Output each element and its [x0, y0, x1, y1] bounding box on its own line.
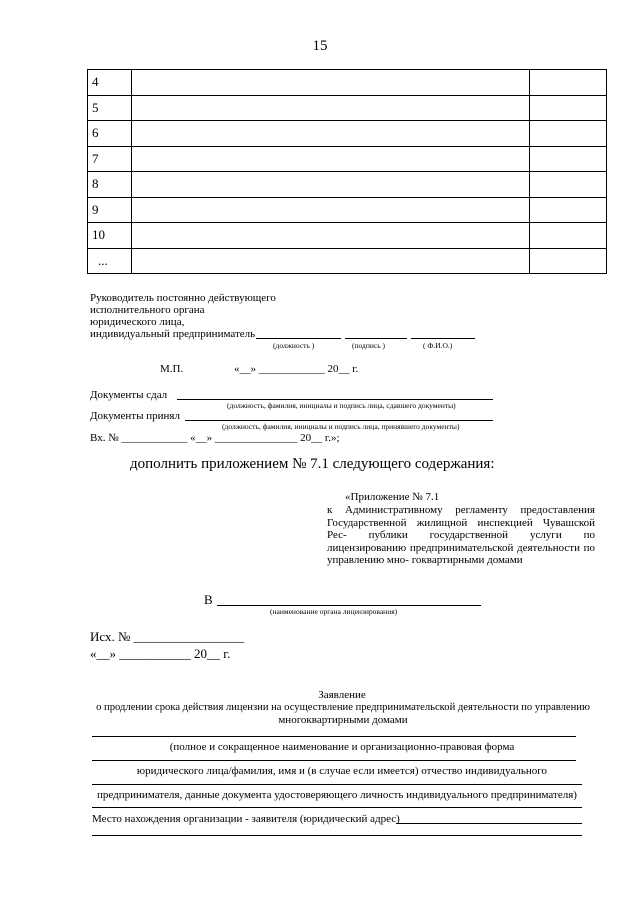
- documents-received-line: [185, 420, 493, 421]
- signature-line-4: индивидуальный предприниматель: [90, 328, 256, 340]
- documents-received-label: Документы принял: [90, 410, 180, 422]
- addressee-line: [217, 605, 481, 606]
- location-label: Место нахождения организации - заявителя (юридический адрес): [92, 813, 400, 825]
- incoming-number: Вх. № ____________ «__» _______________ 20__ г.»;: [90, 432, 340, 444]
- addressee-prefix: В: [204, 592, 213, 607]
- row-content-cell: [132, 248, 530, 274]
- signature-line: [345, 338, 407, 339]
- row-content-cell: [132, 172, 530, 198]
- row-content-cell: [132, 121, 530, 147]
- stamp-date: «__» ____________ 20__ г.: [234, 363, 359, 375]
- org-name-line-4: [92, 807, 582, 808]
- stamp-mark: М.П.: [160, 363, 184, 375]
- location-line: [396, 823, 582, 824]
- row-content-cell: [132, 146, 530, 172]
- table-row: [88, 121, 607, 147]
- signature-line-3: юридического лица,: [90, 316, 185, 328]
- name-line: [411, 338, 475, 339]
- position-caption: (должность ): [273, 341, 315, 350]
- documents-handed-line: [177, 399, 493, 400]
- table-row: [88, 95, 607, 121]
- row-extra-cell: [530, 248, 607, 274]
- row-content-cell: [132, 223, 530, 249]
- row-extra-cell: [530, 70, 607, 96]
- position-line: [256, 338, 341, 339]
- row-number: 8: [88, 172, 132, 198]
- appendix-title: «Приложение № 7.1: [345, 491, 440, 503]
- statement-subtitle-2: многоквартирными домами: [278, 714, 408, 726]
- row-number: 6: [88, 121, 132, 147]
- table-row: [88, 197, 607, 223]
- row-number: 10: [88, 223, 132, 249]
- org-name-line-3: [92, 784, 582, 785]
- documents-received-caption: (должность, фамилия, инициалы и подпись лица, принявшего документы): [222, 422, 460, 431]
- org-name-line-1: [92, 736, 576, 737]
- row-extra-cell: [530, 223, 607, 249]
- row-extra-cell: [530, 146, 607, 172]
- row-number: 4: [88, 70, 132, 96]
- row-content-cell: [132, 95, 530, 121]
- row-number: 7: [88, 146, 132, 172]
- row-number: ...: [88, 248, 132, 274]
- table-row: [88, 146, 607, 172]
- row-extra-cell: [530, 172, 607, 198]
- name-caption: ( Ф.И.О.): [423, 341, 453, 350]
- addressee-caption: (наименование органа лицензирования): [270, 607, 398, 616]
- table-row: [88, 223, 607, 249]
- documents-handed-label: Документы сдал: [90, 389, 168, 401]
- statement-subtitle-1: о продлении срока действия лицензии на осуществление предпринимательской деятельности по управлению: [96, 702, 590, 713]
- row-extra-cell: [530, 95, 607, 121]
- row-number: 5: [88, 95, 132, 121]
- entries-table: [87, 69, 607, 274]
- statement-caption-3: предпринимателя, данные документа удостоверяющего личность индивидуального предпринимателя): [97, 789, 577, 801]
- statement-caption-1: (полное и сокращенное наименование и организационно-правовая форма: [169, 741, 515, 753]
- statement-title: Заявление: [318, 689, 366, 701]
- statement-caption-2: юридического лица/фамилия, имя и (в случае если имеется) отчество индивидуального: [136, 765, 548, 777]
- row-content-cell: [132, 70, 530, 96]
- org-name-line-2: [92, 760, 576, 761]
- row-content-cell: [132, 197, 530, 223]
- appendix-body: к Административному регламенту предоставления Государственной жилищной инспекцией Чувашской Рес- публики государственной услуги по лицензированию предпринимательской деятельности по управлению мно- гоквартирными домами: [327, 504, 595, 566]
- table-row: [88, 248, 607, 274]
- row-extra-cell: [530, 121, 607, 147]
- outgoing-number: Исх. № _________________: [90, 629, 245, 644]
- page-number: 15: [312, 38, 328, 54]
- row-number: 9: [88, 197, 132, 223]
- row-extra-cell: [530, 197, 607, 223]
- signature-line-2: исполнительного органа: [90, 304, 205, 316]
- documents-handed-caption: (должность, фамилия, инициалы и подпись лица, сдавшего документы): [227, 401, 456, 410]
- signature-line-1: Руководитель постоянно действующего: [90, 292, 276, 304]
- table-row: [88, 172, 607, 198]
- signature-caption: (подпись ): [352, 341, 386, 350]
- location-line-2: [92, 835, 582, 836]
- supplement-heading: дополнить приложением № 7.1 следующего содержания:: [130, 456, 495, 472]
- table-row: [88, 70, 607, 96]
- outgoing-date: «__» ___________ 20__ г.: [90, 646, 231, 661]
